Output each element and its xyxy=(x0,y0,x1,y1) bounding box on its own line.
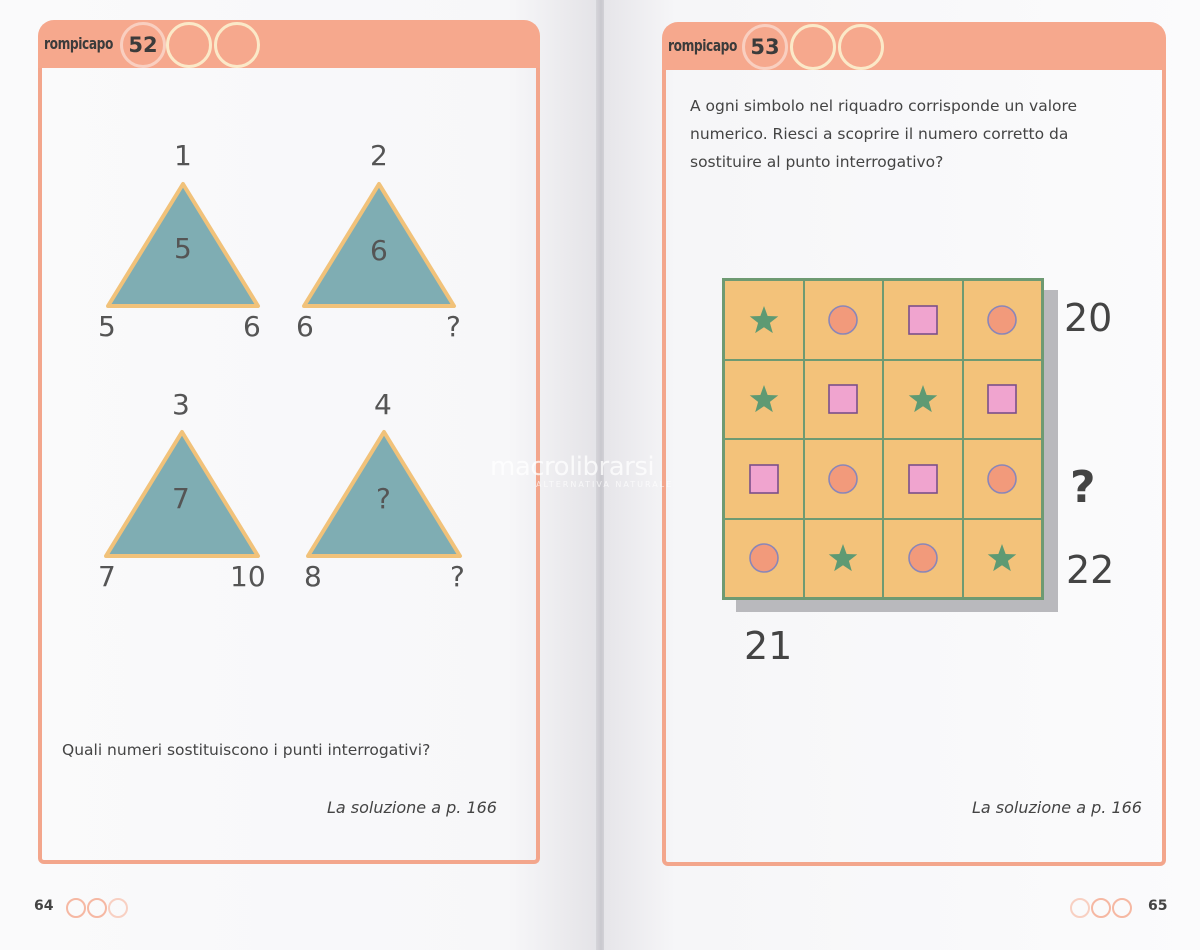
square-icon xyxy=(905,302,941,338)
grid-cell xyxy=(724,519,804,599)
grid-cell xyxy=(804,360,884,440)
triangle-right-number: 6 xyxy=(243,310,261,343)
star-icon xyxy=(825,540,861,576)
puzzle-header xyxy=(662,22,1166,70)
row-sum: ? xyxy=(1070,462,1096,513)
grid-cell xyxy=(804,280,884,360)
difficulty-circle xyxy=(838,24,884,70)
question-line: numerico. Riesci a scoprire il numero corretto da xyxy=(690,125,1069,143)
triangle-right-number: ? xyxy=(446,310,461,343)
circle-icon xyxy=(905,540,941,576)
circle-icon xyxy=(984,302,1020,338)
square-icon xyxy=(746,461,782,497)
page-circle-icon xyxy=(87,898,107,918)
triangle-top-number: 3 xyxy=(172,388,190,421)
triangle-center-number: 7 xyxy=(172,482,190,515)
column-sum: 21 xyxy=(744,624,793,668)
star-icon xyxy=(746,302,782,338)
difficulty-circle xyxy=(214,22,260,68)
triangle-left-number: 7 xyxy=(98,560,116,593)
grid-cell xyxy=(883,280,963,360)
triangle-center-number: 6 xyxy=(370,234,388,267)
puzzle-number-badge: 53 xyxy=(742,24,788,70)
triangle-top-number: 2 xyxy=(370,139,388,172)
triangle-right-number: ? xyxy=(450,560,465,593)
grid-cell xyxy=(883,519,963,599)
grid-cell xyxy=(724,360,804,440)
watermark-tagline: ALTERNATIVA NATURALE xyxy=(536,480,674,489)
difficulty-circle xyxy=(790,24,836,70)
star-icon xyxy=(984,540,1020,576)
grid-cell xyxy=(963,360,1043,440)
grid-cell xyxy=(883,439,963,519)
grid-cell xyxy=(724,280,804,360)
row-sum: 22 xyxy=(1066,548,1115,592)
grid-cell xyxy=(963,519,1043,599)
star-icon xyxy=(746,381,782,417)
header-word: rompicapo xyxy=(668,36,737,55)
page-circle-icon xyxy=(1112,898,1132,918)
puzzle-header xyxy=(38,20,540,68)
triangle-center-number: 5 xyxy=(174,232,192,265)
circle-icon xyxy=(825,302,861,338)
triangle-top-number: 4 xyxy=(374,388,392,421)
puzzle-question: Quali numeri sostituiscono i punti interrogativi? xyxy=(62,741,431,759)
right-page xyxy=(604,0,1200,950)
page-circle-icon xyxy=(1091,898,1111,918)
grid-cell xyxy=(963,439,1043,519)
question-line: A ogni simbolo nel riquadro corrisponde un valore xyxy=(690,97,1078,115)
triangle-left-number: 6 xyxy=(296,310,314,343)
circle-icon xyxy=(825,461,861,497)
row-sum: 20 xyxy=(1064,296,1113,340)
solution-reference: La soluzione a p. 166 xyxy=(972,798,1142,817)
page-circle-icon xyxy=(66,898,86,918)
square-icon xyxy=(905,461,941,497)
watermark-brand: macrolibrarsi xyxy=(490,452,655,482)
page-number: 64 xyxy=(34,898,54,914)
solution-reference: La soluzione a p. 166 xyxy=(327,798,497,817)
watermark-logo xyxy=(490,452,673,489)
grid-cell xyxy=(804,519,884,599)
page-circle-icon xyxy=(1070,898,1090,918)
circle-icon xyxy=(984,461,1020,497)
symbol-grid xyxy=(722,278,1044,600)
header-word: rompicapo xyxy=(44,34,113,53)
square-icon xyxy=(825,381,861,417)
star-icon xyxy=(905,381,941,417)
difficulty-circle xyxy=(166,22,212,68)
square-icon xyxy=(984,381,1020,417)
triangle-top-number: 1 xyxy=(174,139,192,172)
page-number: 65 xyxy=(1148,898,1168,914)
page-circle-icon xyxy=(108,898,128,918)
grid-cell xyxy=(963,280,1043,360)
question-line: sostituire al punto interrogativo? xyxy=(690,153,944,171)
grid-cell xyxy=(724,439,804,519)
triangle-left-number: 8 xyxy=(304,560,322,593)
grid-cell xyxy=(883,360,963,440)
circle-icon xyxy=(746,540,782,576)
triangle-right-number: 10 xyxy=(230,560,266,593)
grid-cell xyxy=(804,439,884,519)
puzzle-number-badge: 52 xyxy=(120,22,166,68)
triangle-center-number: ? xyxy=(376,482,391,515)
triangle-left-number: 5 xyxy=(98,310,116,343)
